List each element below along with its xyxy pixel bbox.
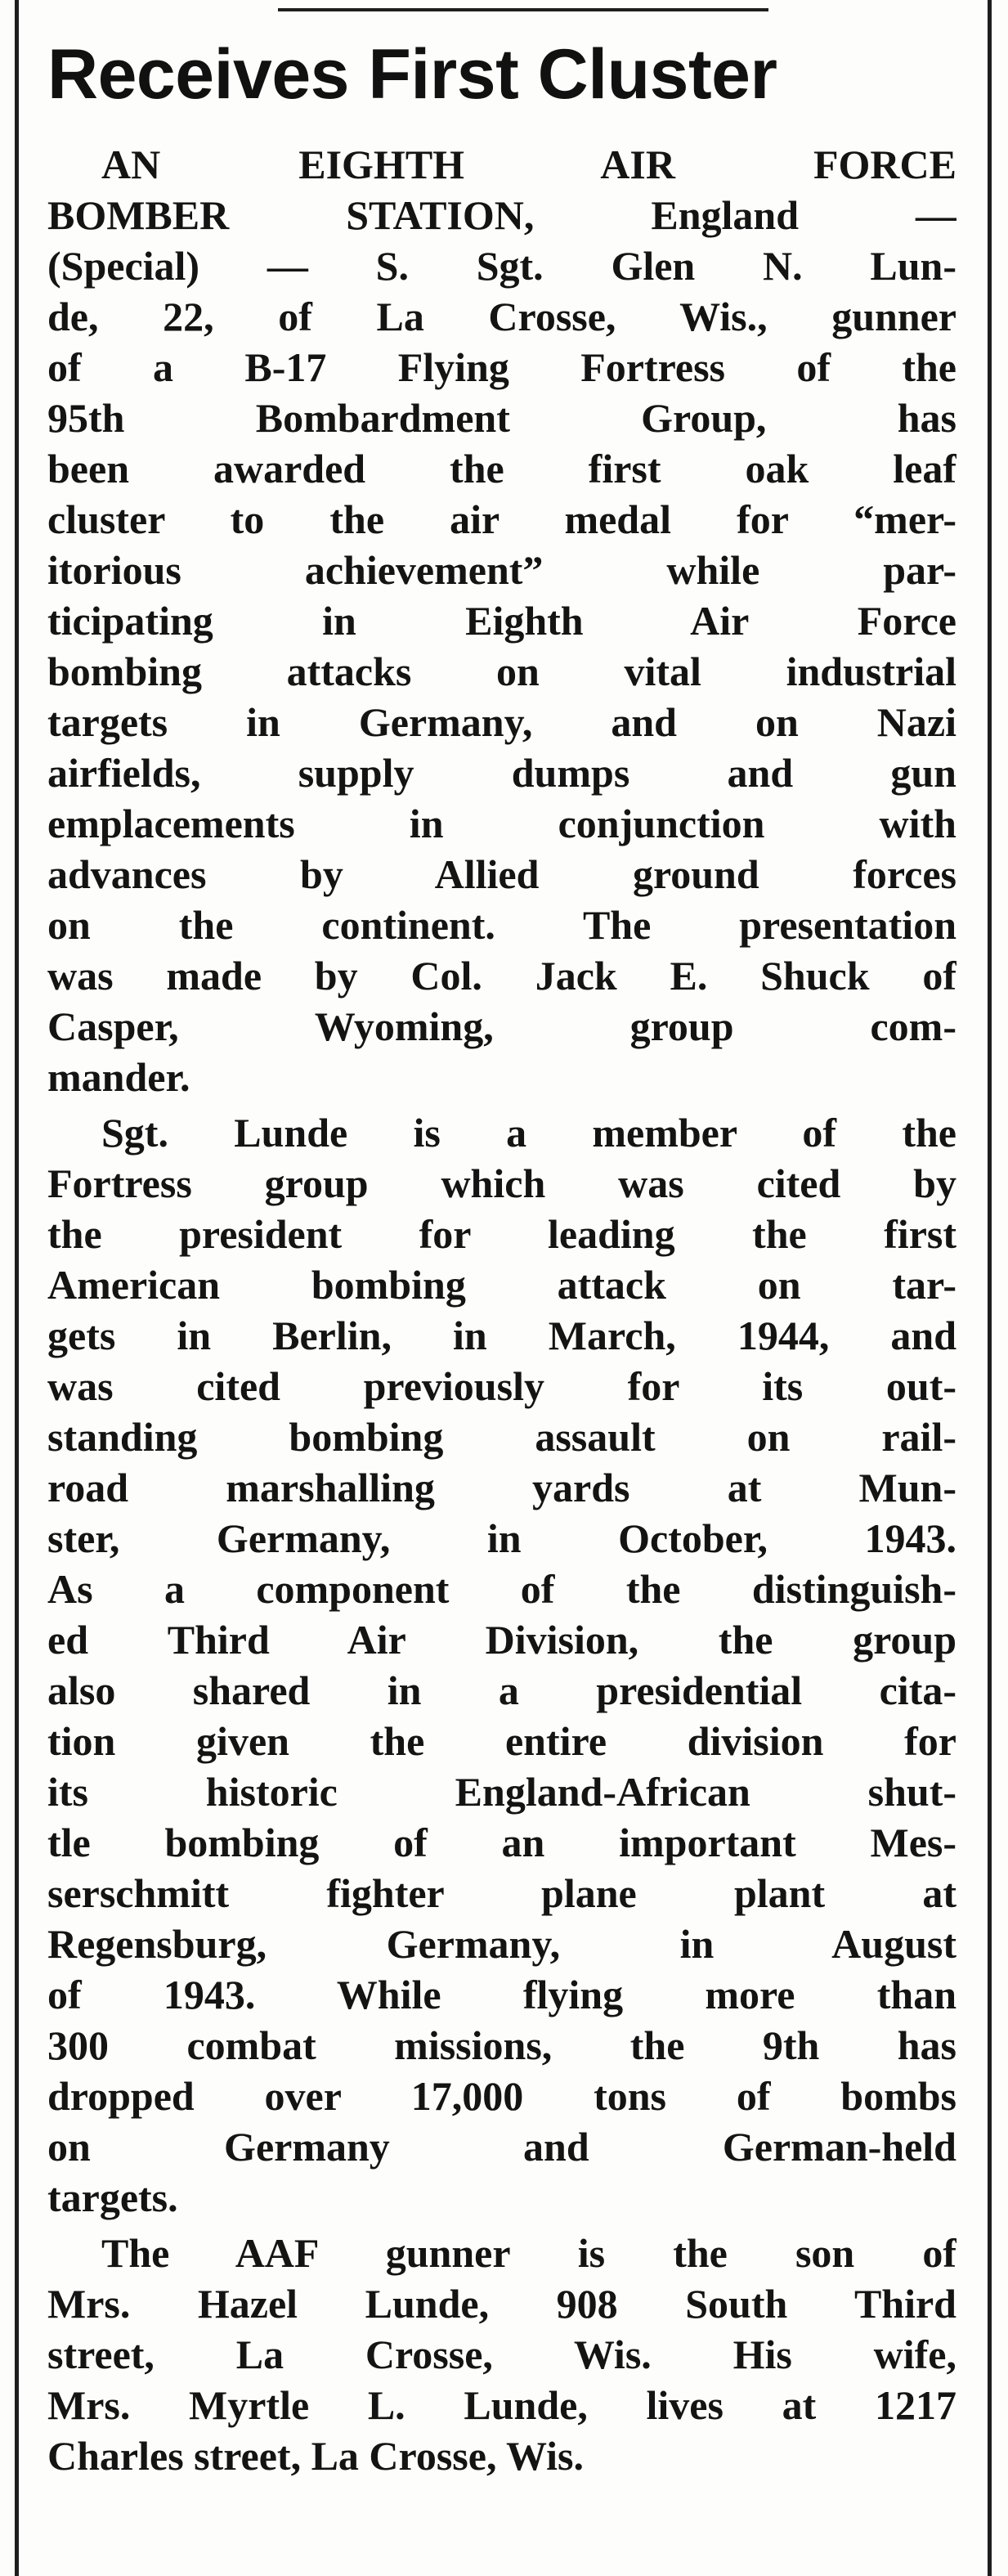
text-line: of 1943. While flying more than: [47, 1972, 956, 2017]
text-line: was cited previously for its out-: [47, 1363, 956, 1409]
text-line: (Special) — S. Sgt. Glen N. Lun-: [47, 243, 956, 289]
text-line: Fortress group which was cited by: [47, 1160, 956, 1206]
paragraph: [47, 2228, 956, 2481]
top-rule: [278, 8, 768, 11]
article: [47, 29, 956, 2481]
text-line: targets.: [47, 2174, 178, 2220]
right-column-rule: [988, 0, 992, 2576]
text-line: ster, Germany, in October, 1943.: [47, 1515, 956, 1561]
text-line: Mrs. Myrtle L. Lunde, lives at 1217: [47, 2382, 956, 2428]
text-line: gets in Berlin, in March, 1944, and: [47, 1313, 956, 1358]
text-line: advances by Allied ground forces: [47, 851, 956, 897]
text-line: tle bombing of an important Mes-: [47, 1820, 956, 1865]
text-line: tion given the entire division for: [47, 1718, 956, 1764]
text-line: targets in Germany, and on Nazi: [47, 699, 956, 745]
text-line: mander.: [47, 1054, 190, 1100]
text-line: As a component of the distinguish-: [47, 1566, 956, 1612]
text-line: 300 combat missions, the 9th has: [47, 2022, 956, 2068]
text-line: on the continent. The presentation: [47, 902, 956, 948]
text-line: standing bombing assault on rail-: [47, 1414, 956, 1460]
text-line: was made by Col. Jack E. Shuck of: [47, 953, 956, 999]
text-line: cluster to the air medal for “mer-: [47, 496, 956, 542]
text-line: Casper, Wyoming, group com-: [47, 1003, 956, 1049]
paragraph: [47, 1107, 956, 2223]
text-line: street, La Crosse, Wis. His wife,: [47, 2331, 956, 2377]
text-line: its historic England-African shut-: [47, 1769, 956, 1815]
text-line: bombing attacks on vital industrial: [47, 648, 956, 694]
headline: Receives First Cluster: [47, 35, 777, 114]
text-line: road marshalling yards at Mun-: [47, 1465, 956, 1510]
paragraph: [47, 139, 956, 1102]
text-line: emplacements in conjunction with: [47, 801, 956, 846]
text-line: also shared in a presidential cita-: [47, 1667, 956, 1713]
text-line: de, 22, of La Crosse, Wis., gunner: [47, 294, 956, 339]
text-line: Mrs. Hazel Lunde, 908 South Third: [47, 2281, 956, 2327]
text-line: American bombing attack on tar-: [47, 1262, 956, 1308]
text-line: 95th Bombardment Group, has: [47, 395, 956, 441]
text-line: AN EIGHTH AIR FORCE: [101, 141, 956, 187]
text-line: BOMBER STATION, England —: [47, 192, 956, 238]
text-line: of a B-17 Flying Fortress of the: [47, 344, 956, 390]
text-line: dropped over 17,000 tons of bombs: [47, 2073, 956, 2119]
text-line: serschmitt fighter plane plant at: [47, 1870, 956, 1916]
text-line: The AAF gunner is the son of: [101, 2230, 956, 2276]
text-line: ticipating in Eighth Air Force: [47, 598, 956, 644]
text-line: the president for leading the first: [47, 1211, 956, 1257]
text-line: on Germany and German-held: [47, 2124, 956, 2170]
text-line: airfields, supply dumps and gun: [47, 750, 956, 796]
text-line: itorious achievement” while par-: [47, 547, 956, 593]
text-line: Regensburg, Germany, in August: [47, 1921, 956, 1967]
text-line: ed Third Air Division, the group: [47, 1617, 956, 1663]
text-line: been awarded the first oak leaf: [47, 446, 956, 491]
left-column-rule: [15, 0, 19, 2576]
text-line: Charles street, La Crosse, Wis.: [47, 2433, 584, 2479]
text-line: Sgt. Lunde is a member of the: [101, 1110, 956, 1156]
article-body: [47, 139, 956, 2481]
